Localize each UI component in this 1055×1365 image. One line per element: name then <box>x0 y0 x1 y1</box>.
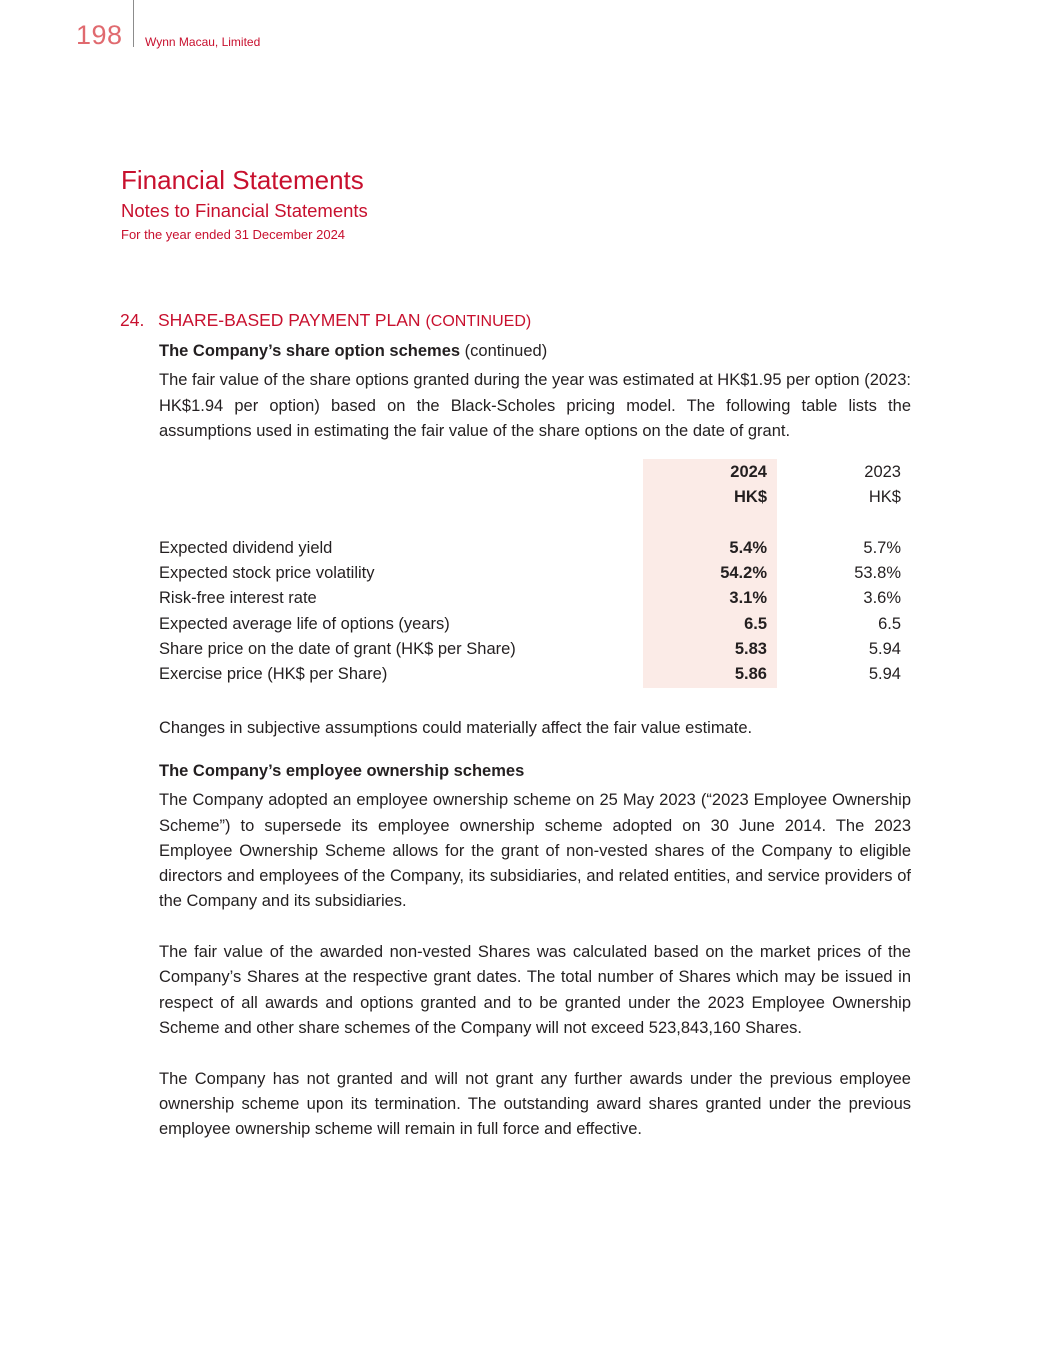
assumptions-note: Changes in subjective assumptions could materially affect the fair value estimate. <box>159 719 753 737</box>
row-label: Exercise price (HK$ per Share) <box>159 665 388 684</box>
section-subtitle: Notes to Financial Statements <box>121 200 368 221</box>
header-divider <box>133 0 134 47</box>
table-row <box>159 662 911 687</box>
row-value-2024: 6.5 <box>744 614 767 633</box>
col-unit-2023: HK$ <box>868 488 901 507</box>
table-row <box>159 637 911 662</box>
table-row <box>159 586 911 611</box>
row-value-2024: 3.1% <box>729 589 767 608</box>
col-header-2024: 2024 <box>730 463 767 481</box>
row-label: Share price on the date of grant (HK$ per Share) <box>159 640 516 659</box>
row-label: Expected average life of options (years) <box>159 614 450 633</box>
ownership-paragraph-1: The Company adopted an employee ownership scheme on 25 May 2023 (“2023 Employee Ownership Scheme”) to supersede its employee ownership scheme adopted on 30 June 2014. The 2023 Employee Ownership Scheme allows for the grant of non-vested shares of the Company to eligible directors and employees of the Company, its subsidiaries, and related entities, and service providers of the Company and its subsidiaries. <box>159 791 911 911</box>
row-value-2024: 5.4% <box>729 538 767 557</box>
options-block <box>159 339 911 444</box>
note-number: 24. <box>120 310 145 330</box>
ownership-paragraph-3: The Company has not granted and will not grant any further awards under the previous employee ownership scheme upon its termination. The outstanding award shares granted under the previous employee ownership scheme will remain in full force and effective. <box>159 1069 911 1139</box>
assumptions-table <box>159 460 911 688</box>
assumptions-note-block <box>159 716 911 741</box>
row-value-2023: 53.8% <box>854 564 901 583</box>
row-label: Expected dividend yield <box>159 538 333 557</box>
ownership-block <box>159 759 911 1142</box>
table-row <box>159 561 911 586</box>
options-heading <box>159 339 911 364</box>
col-header-2023: 2023 <box>864 463 901 481</box>
section-period: For the year ended 31 December 2024 <box>121 227 346 242</box>
note-heading <box>120 310 531 331</box>
row-label: Expected stock price volatility <box>159 564 375 583</box>
section-title: Financial Statements <box>121 165 364 195</box>
ownership-heading: The Company’s employee ownership schemes <box>159 762 525 780</box>
row-value-2024: 5.83 <box>734 640 767 659</box>
page-number: 198 <box>76 20 123 50</box>
row-label: Risk-free interest rate <box>159 589 317 608</box>
table-header-years <box>159 460 911 485</box>
col-unit-2024: HK$ <box>733 488 767 507</box>
options-intro: The fair value of the share options granted during the year was estimated at HK$1.95 per option (2023: HK$1.94 per option) based on the Black-Scholes pricing model. The following table lists the assumptions used in estimating the fair value of the share options on the date of grant. <box>159 371 911 440</box>
row-value-2023: 5.7% <box>863 538 901 557</box>
company-name: Wynn Macau, Limited <box>145 35 261 49</box>
note-title: SHARE-BASED PAYMENT PLAN <box>158 310 421 330</box>
options-heading-suffix: (continued) <box>464 342 548 360</box>
row-value-2023: 6.5 <box>878 614 901 633</box>
row-value-2024: 5.86 <box>734 665 767 684</box>
table-header-units <box>159 485 911 510</box>
table-row <box>159 612 911 637</box>
row-value-2023: 5.94 <box>868 640 901 659</box>
ownership-paragraph-2: The fair value of the awarded non-vested Shares was calculated based on the market prices of the Company’s Shares at the respective grant dates. The total number of Shares which may be issued in respect of all awards and options granted and to be granted under the 2023 Employee Ownership Scheme and other share schemes of the Company will not exceed 523,843,160 Shares. <box>159 943 911 1037</box>
note-continued: (CONTINUED) <box>425 313 532 330</box>
row-value-2023: 3.6% <box>863 589 901 608</box>
row-value-2024: 54.2% <box>720 564 767 583</box>
table-row <box>159 536 911 561</box>
options-heading-text: The Company’s share option schemes <box>159 342 461 360</box>
row-value-2023: 5.94 <box>868 665 901 684</box>
